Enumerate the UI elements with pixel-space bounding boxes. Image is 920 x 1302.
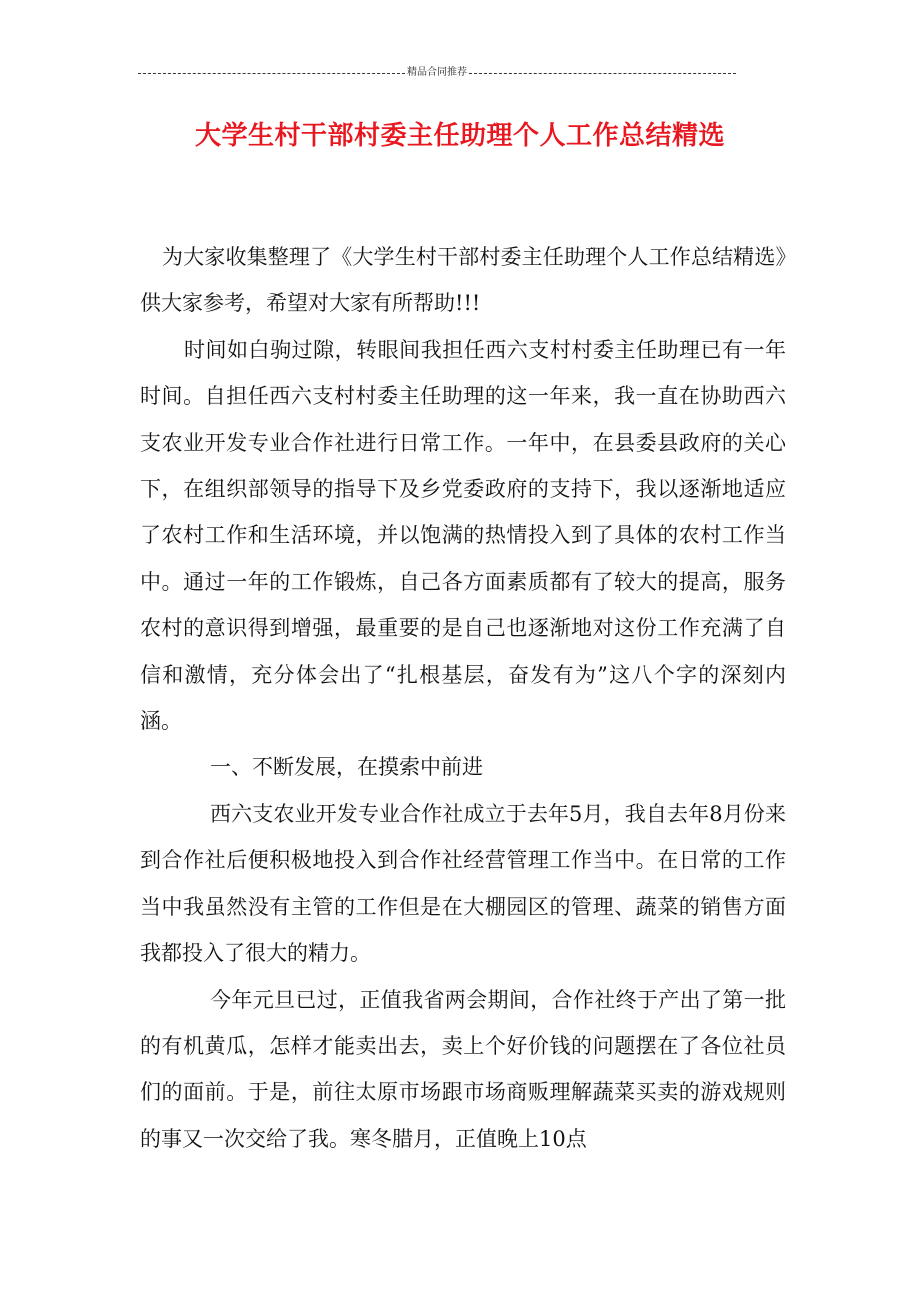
body-paragraph: 时间如白驹过隙，转眼间我担任西六支村村委主任助理已有一年时间。自担任西六支村村委主任助理的这一年来，我一直在协助西六支农业开发专业合作社进行日常工作。一年中，在县委县政府的关心下，在组织部领导的指导下及乡党委政府的支持下，我以逐渐地适应了农村工作和生活环境，并以饱满的热情投入到了具体的农村工作当中。通过一年的工作锻炼，自己各方面素质都有了较大的提高，服务农村的意识得到增强，最重要的是自己也逐渐地对这份工作充满了自信和激情，充分体会出了“扎根基层，奋发有为”这八个字的深刻内涵。: [140, 337, 786, 734]
document-title: 大学生村干部村委主任助理个人工作总结精选: [194, 121, 725, 151]
header-dash-left: [138, 73, 405, 74]
body-paragraph: 今年元旦已过，正值我省两会期间，合作社终于产出了第一批的有机黄瓜，怎样才能卖出去，卖上个好价钱的问题摆在了各位社员们的面前。于是，前往太原市场跟市场商贩理解蔬菜买卖的游戏规则的事又一次交给了我。寒冬腊月，正值晚上10点: [140, 987, 786, 1151]
header-label: 精品合同推荐: [407, 67, 467, 78]
document-body: [140, 234, 786, 1162]
body-paragraph: 西六支农业开发专业合作社成立于去年5月，我自去年8月份来到合作社后便积极地投入到合作社经营管理工作当中。在日常的工作当中我虽然没有主管的工作但是在大棚园区的管理、蔬菜的销售方面我都投入了很大的精力。: [140, 801, 786, 966]
page-header: [138, 66, 736, 80]
header-dash-right: [469, 73, 736, 74]
intro-paragraph: 为大家收集整理了《大学生村干部村委主任助理个人工作总结精选》供大家参考，希望对大家有所帮助!!!: [140, 245, 786, 316]
section-heading: 一、不断发展，在摸索中前进: [210, 755, 483, 780]
